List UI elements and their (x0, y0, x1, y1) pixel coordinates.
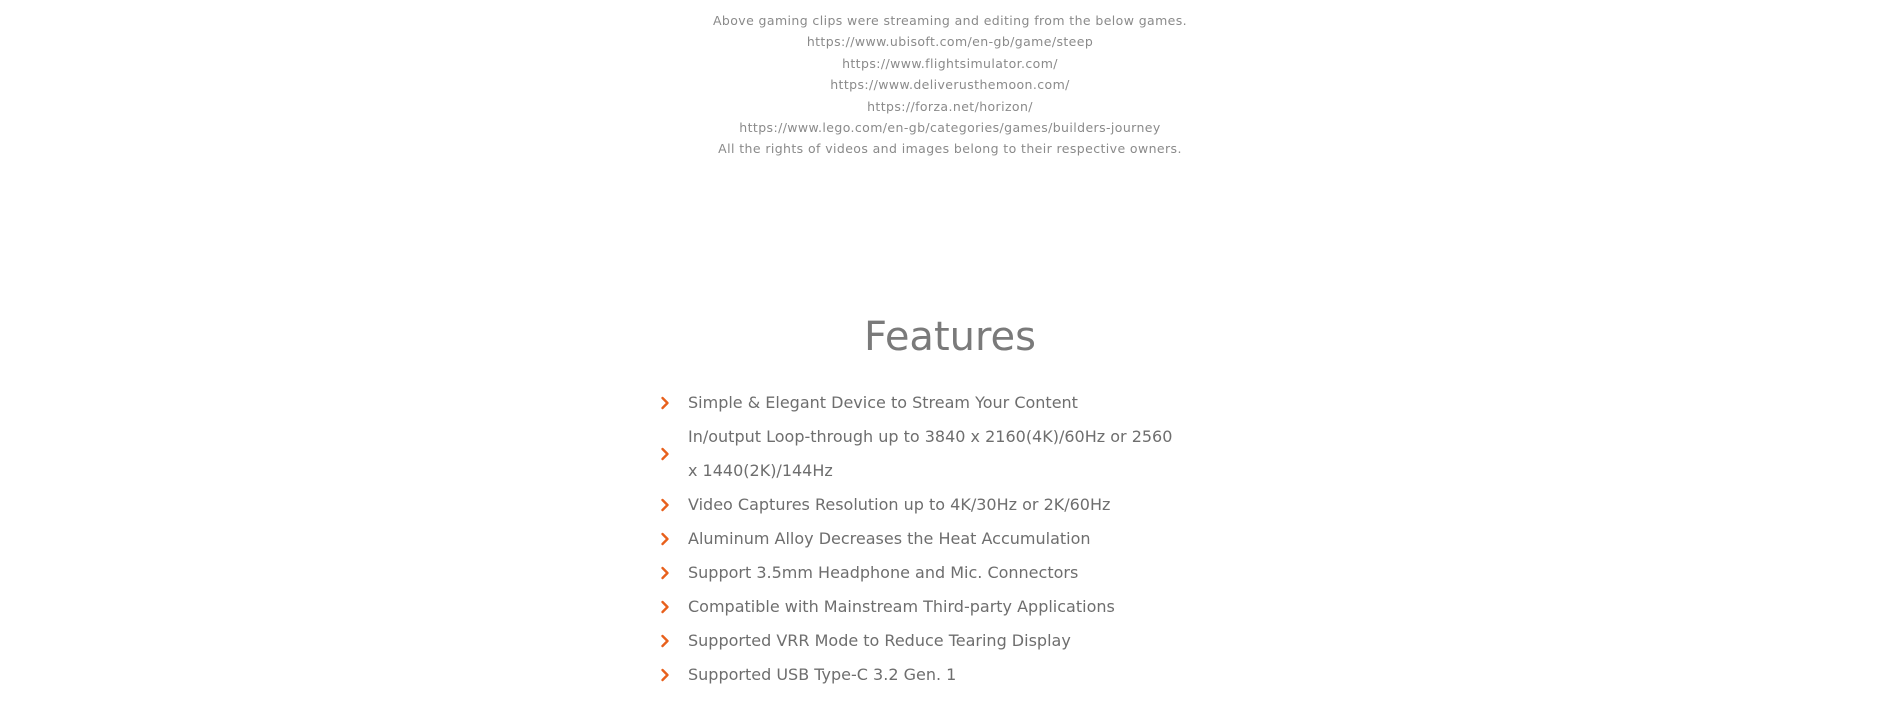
feature-item (656, 420, 1176, 488)
game-credits (0, 10, 1900, 160)
chevron-right-icon (658, 634, 672, 648)
feature-item (656, 522, 1176, 556)
feature-item (656, 386, 1176, 420)
credits-link-lego-builders-journey: https://www.lego.com/en-gb/categories/games/builders-journey (739, 120, 1161, 136)
feature-text: Supported VRR Mode to Reduce Tearing Display (688, 631, 1071, 650)
feature-item (656, 488, 1176, 522)
chevron-right-icon (658, 566, 672, 580)
features-heading: Features (864, 314, 1036, 360)
feature-item (656, 624, 1176, 658)
feature-text: Support 3.5mm Headphone and Mic. Connectors (688, 563, 1079, 582)
credits-rights-notice: All the rights of videos and images belong to their respective owners. (718, 141, 1182, 157)
chevron-right-icon (658, 396, 672, 410)
feature-item (656, 556, 1176, 590)
credits-link-steep: https://www.ubisoft.com/en-gb/game/steep (806, 34, 1094, 50)
feature-item (656, 658, 1176, 692)
features-list (656, 386, 1176, 692)
feature-text: Simple & Elegant Device to Stream Your Content (688, 393, 1078, 412)
feature-text: Compatible with Mainstream Third-party Applications (688, 597, 1115, 616)
chevron-right-icon (658, 447, 672, 461)
chevron-right-icon (658, 498, 672, 512)
feature-text: Aluminum Alloy Decreases the Heat Accumulation (688, 529, 1091, 548)
chevron-right-icon (658, 600, 672, 614)
credits-link-flight-simulator: https://www.flightsimulator.com/ (842, 55, 1058, 71)
feature-text: In/output Loop-through up to 3840 x 2160(4K)/60Hz or 2560 x 1440(2K)/144Hz (688, 427, 1173, 480)
feature-item (656, 590, 1176, 624)
credits-intro: Above gaming clips were streaming and editing from the below games. (712, 13, 1188, 28)
chevron-right-icon (658, 668, 672, 682)
credits-link-forza-horizon: https://forza.net/horizon/ (867, 98, 1033, 114)
feature-text: Supported USB Type-C 3.2 Gen. 1 (688, 665, 957, 684)
feature-text: Video Captures Resolution up to 4K/30Hz or 2K/60Hz (688, 495, 1111, 514)
credits-link-deliver-us-the-moon: https://www.deliverusthemoon.com/ (830, 77, 1070, 93)
chevron-right-icon (658, 532, 672, 546)
